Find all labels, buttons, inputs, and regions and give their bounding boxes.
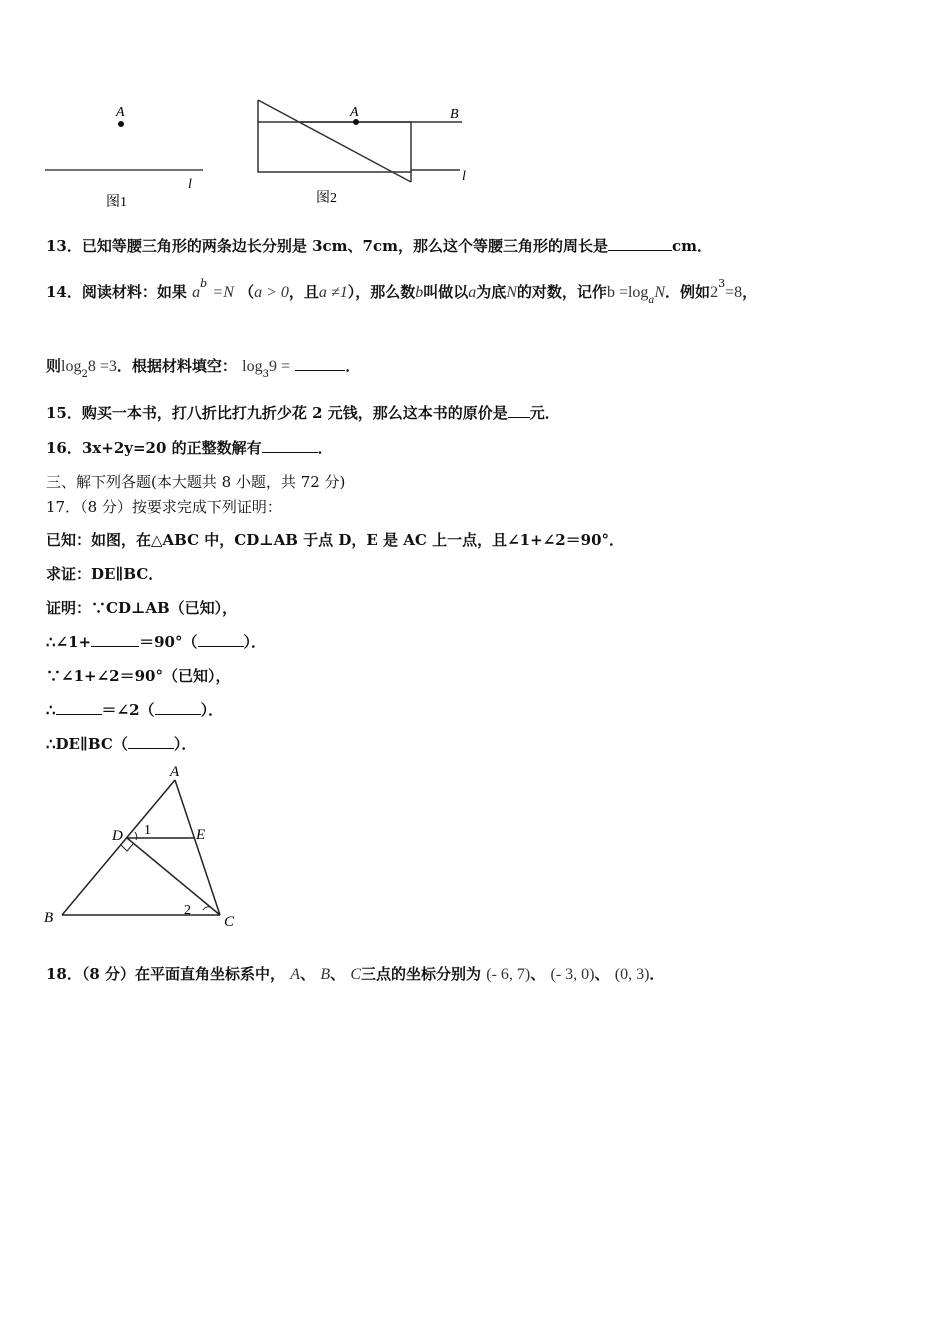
section-3-title (46, 472, 345, 492)
section-title: 三、解下列各题(本大题共 8 小题，共 72 分) (46, 473, 346, 491)
q14-text: 14．阅读材料：如果 (46, 283, 187, 301)
q18-math: A (290, 966, 301, 983)
q17-proof-text: ）． (173, 735, 197, 753)
question-14-line-2 (46, 356, 360, 379)
q18-math: (- 3, 0) (550, 966, 595, 983)
q14-math: a (648, 295, 655, 306)
q18-text: 18．（8 分）在平面直角坐标系中， (46, 965, 286, 983)
q18-math: C (350, 966, 362, 983)
q14-text: ．例如 (665, 283, 711, 301)
q16-text: 16．3x+2y=20 的正整数解有 (46, 439, 262, 457)
right-angle-mark (121, 844, 133, 851)
q17-prove (46, 564, 163, 584)
label-angle-1: 1 (144, 823, 151, 838)
q13-text: 13．已知等腰三角形的两条边长分别是 3cm、7cm，那么这个等腰三角形的周长是 (46, 237, 608, 255)
q17-proof-text: ∵∠1+∠2＝90°（已知）， (46, 667, 231, 685)
side-ab (62, 780, 175, 915)
q14-math: 3 (718, 277, 726, 290)
segment-cd (127, 838, 220, 915)
fig1-point-label: A (116, 105, 125, 120)
q14-text: 的对数，记作 (516, 283, 607, 301)
label-c: C (224, 914, 235, 930)
q17-proof-2 (46, 632, 266, 652)
q17-proof-text: ∴ (46, 701, 56, 719)
q17-proof-3 (46, 666, 230, 686)
q14-text: 则 (46, 357, 62, 375)
fig2-rectangle (258, 122, 411, 172)
figure-2 (250, 92, 480, 212)
question-18 (46, 964, 664, 985)
q13-unit: cm． (671, 237, 712, 255)
q17-proof-1 (46, 598, 237, 618)
q18-text: 、 (530, 965, 546, 983)
q17-title-text: 17．（8 分）按要求完成下列证明： (46, 498, 282, 516)
label-angle-2: 2 (184, 903, 191, 918)
q17-proof-text: 证明：∵CD⊥AB（已知）， (46, 599, 238, 617)
fig2-point-label: A (350, 105, 359, 120)
question-14-line-1 (46, 277, 758, 306)
label-e: E (196, 827, 206, 843)
q14-math: log (61, 358, 82, 375)
q13-answer-blank[interactable] (608, 236, 672, 251)
q14-math: a > 0 (254, 284, 289, 301)
q17-blank-1[interactable] (91, 632, 139, 647)
q17-blank-3[interactable] (56, 700, 102, 715)
q17-proof-text: ）． (200, 701, 224, 719)
question-13 (46, 236, 712, 256)
q17-given-text: 已知：如图，在△ABC 中，CD⊥AB 于点 D，E 是 AC 上一点，且∠1+∠2＝90°． (46, 531, 625, 549)
q14-math: N (654, 284, 666, 301)
q17-title (46, 497, 282, 517)
q14-math: a ≠1 (318, 284, 348, 301)
fig2-ray-label: B (450, 107, 459, 122)
q18-text: 、 (330, 965, 346, 983)
q14-text: （ (239, 283, 255, 301)
question-15 (46, 403, 560, 423)
q14-text: ． (345, 357, 361, 375)
q17-blank-5[interactable] (128, 734, 174, 749)
q14-math: log (242, 358, 263, 375)
q17-proof-text: ）． (243, 633, 267, 651)
q14-math: b (200, 277, 208, 290)
q14-math: =8 (725, 284, 743, 301)
figure-1 (40, 98, 215, 213)
angle-1-arc (135, 832, 137, 840)
q18-text: 、 (300, 965, 316, 983)
q17-blank-2[interactable] (198, 632, 244, 647)
q17-blank-4[interactable] (155, 700, 201, 715)
q14-text: 为底 (476, 283, 507, 301)
q14-math: N (506, 284, 517, 301)
q18-text: 三点的坐标分别为 (361, 965, 482, 983)
q14-math: 2 (710, 284, 719, 301)
q17-proof-text: ＝∠2（ (101, 701, 155, 719)
q17-proof-4 (46, 700, 223, 720)
q18-math: B (320, 966, 331, 983)
q14-answer-blank[interactable] (295, 356, 345, 371)
q14-math: =N (212, 284, 234, 301)
q14-math: 9 = (268, 358, 290, 375)
fig2-diagonal-top (258, 100, 411, 182)
question-16 (46, 438, 333, 458)
fig2-line-label: l (462, 169, 466, 184)
q14-text: ， (742, 283, 758, 301)
q15-unit: 元． (529, 404, 560, 422)
q14-math: b (415, 284, 424, 301)
fig2-caption: 图2 (316, 191, 337, 206)
q14-math: b =log (606, 284, 649, 301)
q17-prove-text: 求证：DE∥BC． (46, 565, 164, 583)
q15-answer-blank[interactable] (508, 403, 530, 418)
q14-math: 8 =3 (87, 358, 117, 375)
q14-text: 叫做以 (423, 283, 469, 301)
q14-math: 2 (81, 369, 88, 380)
q17-proof-5 (46, 734, 196, 754)
q14-text: ．根据材料填空： (116, 357, 237, 375)
q18-math: (- 6, 7) (486, 966, 531, 983)
angle-2-arc (203, 907, 210, 910)
q17-proof-text: ∴DE∥BC（ (46, 735, 128, 753)
q18-text: ． (649, 965, 665, 983)
point-a-dot (118, 121, 124, 127)
side-ac (175, 780, 220, 915)
q18-text: 、 (594, 965, 610, 983)
label-d: D (112, 828, 123, 844)
q18-math: (0, 3) (614, 966, 650, 983)
label-b: B (44, 910, 54, 926)
q14-math: a (468, 284, 477, 301)
triangle-figure (40, 760, 250, 935)
fig1-caption: 图1 (106, 195, 127, 210)
q14-text: ），那么数 (347, 283, 416, 301)
q16-answer-blank[interactable] (262, 438, 318, 453)
label-a: A (170, 764, 180, 780)
q15-text: 15．购买一本书，打八折比打九折少花 2 元钱，那么这本书的原价是 (46, 404, 508, 422)
q14-math: a (192, 284, 201, 301)
fig1-line-label: l (188, 177, 192, 192)
q17-proof-text: ＝90°（ (139, 633, 198, 651)
q17-proof-text: ∴∠1+ (46, 633, 92, 651)
q16-end: ． (317, 439, 333, 457)
q14-text: ，且 (288, 283, 319, 301)
q17-given (46, 530, 624, 550)
q14-math: 3 (262, 369, 269, 380)
